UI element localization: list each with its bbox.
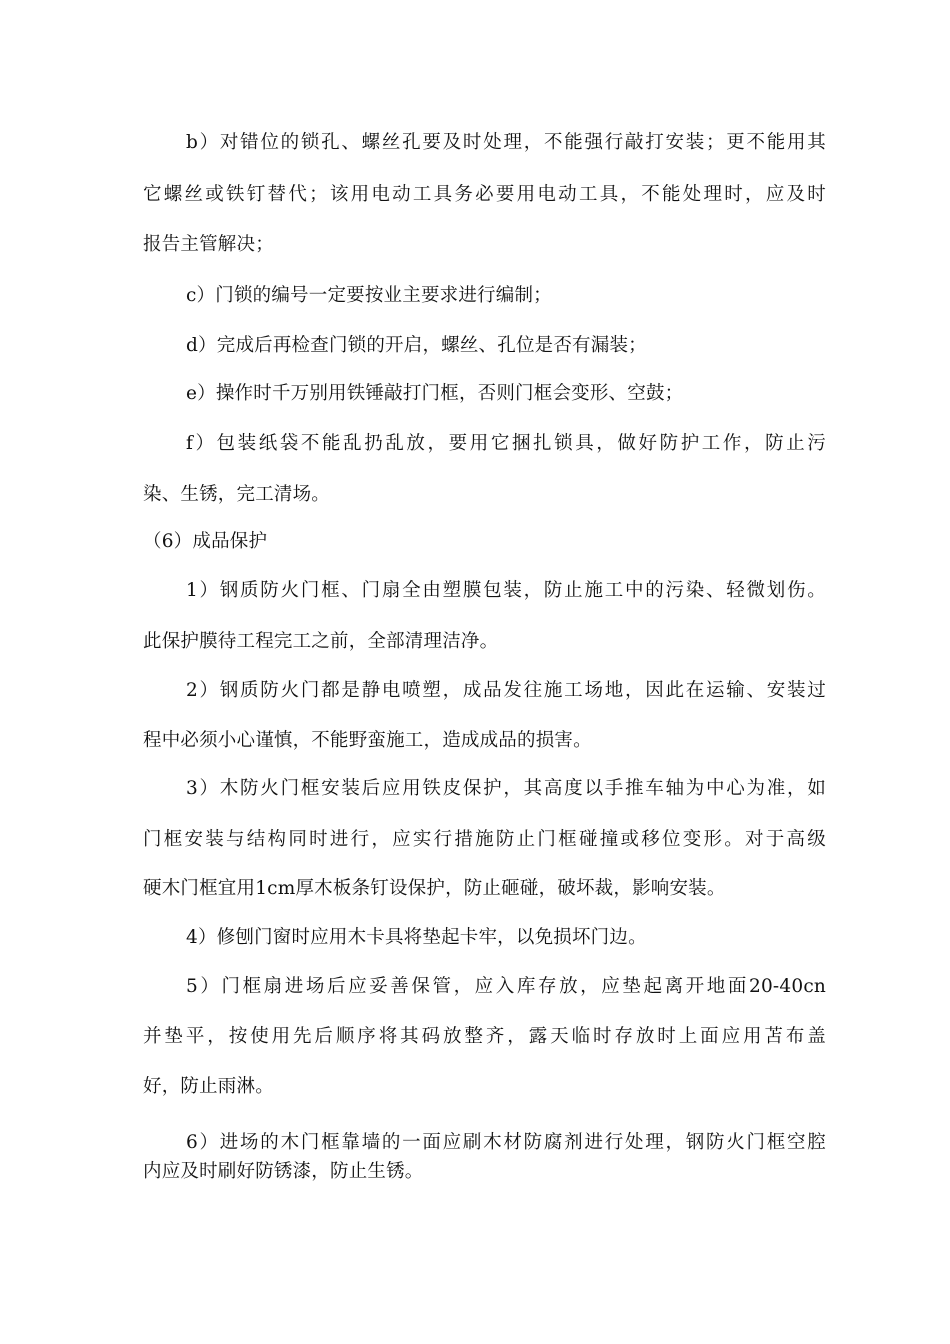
- text-line: 4）修刨门窗时应用木卡具将垫起卡牢，以免损坏门边。: [186, 927, 647, 948]
- text-line: 并垫平，按使用先后顺序将其码放整齐，露天临时存放时上面应用苫布盖: [143, 1026, 826, 1047]
- text-line: 报告主管解决；: [143, 234, 274, 255]
- text-line: f）包装纸袋不能乱扔乱放，要用它捆扎锁具，做好防护工作，防止污: [186, 433, 826, 454]
- text-line: b）对错位的锁孔、螺丝孔要及时处理，不能强行敲打安装；更不能用其: [186, 132, 826, 153]
- text-line: 5）门框扇进场后应妥善保管，应入库存放，应垫起离开地面20-40cn: [186, 976, 826, 997]
- text-line: e）操作时千万别用铁锤敲打门框，否则门框会变形、空鼓；: [186, 383, 684, 404]
- text-line: d）完成后再检查门锁的开启，螺丝、孔位是否有漏装；: [186, 335, 647, 356]
- text-line: 程中必须小心谨慎，不能野蛮施工，造成成品的损害。: [143, 730, 592, 751]
- text-line: 2）钢质防火门都是静电喷塑，成品发往施工场地，因此在运输、安装过: [186, 680, 826, 701]
- text-line: 硬木门框宜用1cm厚木板条钉设保护，防止砸碰，破坏裁，影响安装。: [143, 878, 726, 899]
- text-line: 好，防止雨淋。: [143, 1076, 274, 1097]
- text-line: 染、生锈，完工清场。: [143, 484, 331, 505]
- text-line: 1）钢质防火门框、门扇全由塑膜包装，防止施工中的污染、轻微划伤。: [186, 580, 826, 601]
- text-line: 3）木防火门框安装后应用铁皮保护，其高度以手推车轴为中心为准，如: [186, 778, 826, 799]
- text-line: 此保护膜待工程完工之前，全部清理洁净。: [143, 631, 499, 652]
- text-line: 内应及时刷好防锈漆，防止生锈。: [143, 1161, 424, 1182]
- text-line: 6）进场的木门框靠墙的一面应刷木材防腐剂进行处理，钢防火门框空腔: [186, 1132, 826, 1153]
- text-line: 门框安装与结构同时进行，应实行措施防止门框碰撞或移位变形。对于高级: [143, 829, 826, 850]
- text-line: 它螺丝或铁钉替代；该用电动工具务必要用电动工具，不能处理时，应及时: [143, 184, 826, 205]
- text-line: c）门锁的编号一定要按业主要求进行编制；: [186, 285, 552, 306]
- section-heading: （6）成品保护: [143, 531, 268, 552]
